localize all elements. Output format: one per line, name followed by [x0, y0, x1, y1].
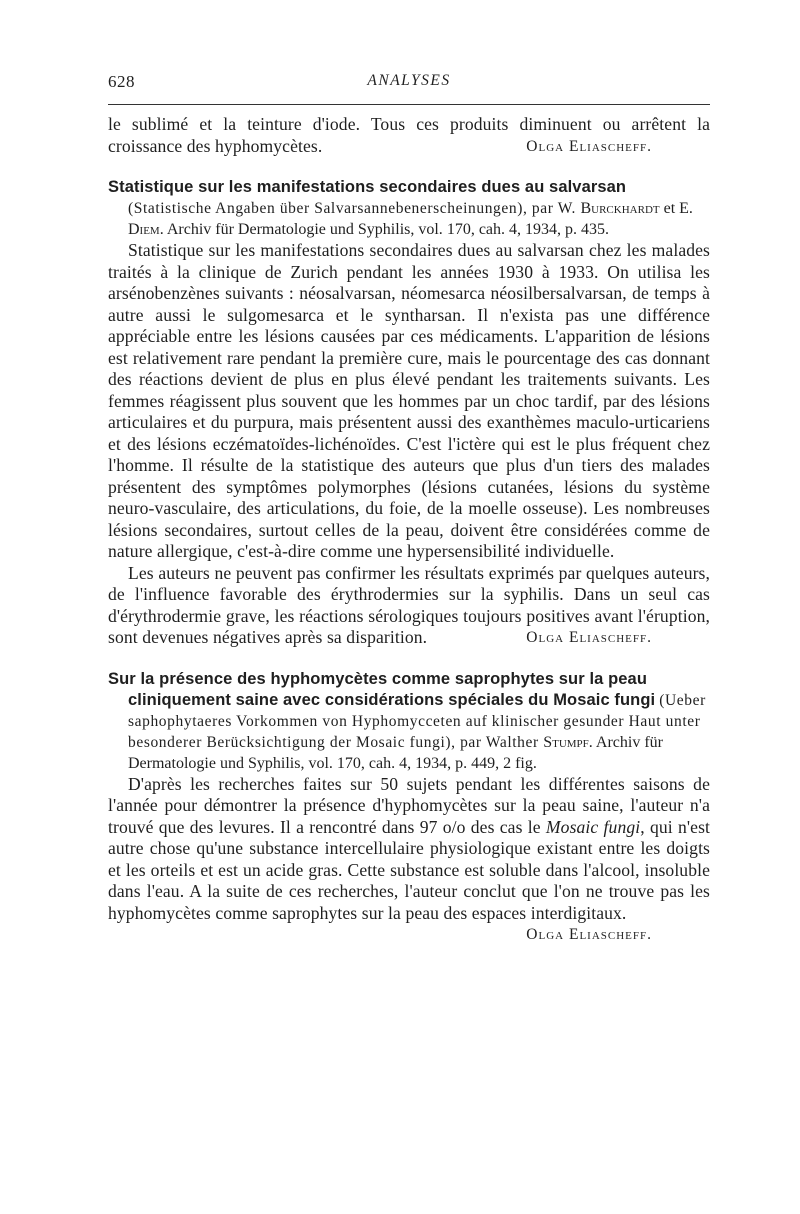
review-paragraph: [108, 773, 711, 943]
review-author: Olga Eliascheff.: [526, 926, 652, 943]
header-rule: [108, 104, 710, 105]
review-paragraph-text: Les auteurs ne peuvent pas confirmer les résultats exprimés par quelques auteurs, de l'influence favorable des érythrodermies sur la syphilis. Dans un seul cas d'érythrodermie grave, les réactions sérologiques toujours positives avant l'éruption, sont devenues négatives après sa disparition.: [108, 562, 710, 647]
continuation-text: le sublimé et la teinture d'iode. Tous ces produits diminuent ou arrêtent la croissance des hyphomycètes.: [108, 114, 710, 156]
entry-author: Burckhardt: [580, 200, 660, 217]
entry-body: [108, 774, 710, 946]
citation-separator: .: [588, 733, 596, 751]
review-author: Olga Eliascheff.: [526, 629, 652, 646]
journal-name: Archiv für Dermatologie und Syphilis: [128, 733, 664, 772]
entry-heading-salvarsan: [108, 177, 710, 240]
citation-details: , cah. 4, 1934, p. 435.: [470, 221, 610, 238]
page-body: [108, 114, 710, 946]
volume-number: 170: [446, 221, 471, 238]
entry-heading-hyphomycetes: [108, 669, 710, 774]
review-paragraph-text: D'après les recherches faites sur 50 sujets pendant les différentes saisons de l'année pour démontrer la présence d'hyphomycètes sur la peau saine, l'auteur n'a trouvé que des levures. Il a rencontré dans 97 o/o des cas le: [108, 773, 710, 837]
review-paragraph: Statistique sur les manifestations secondaires dues au salvarsan chez les malades traités à la clinique de Zurich pendant les années 1930 à 1933. On utilisa les arsénobenzènes suivants : néosalvarsan, néomesarca néosilbersalvarsan, de temps à autre aussi le sulgomesarca et le syntharsan. Il n'exista pas une différence appréciable entre les lésions causées par ces médicaments. L'apparition de lésions est relativement rare pendant la première cure, mais le pourcentage des cas donnant des réactions devient de plus en plus élevé pendant les traitements suivants. Les femmes réagissent plus souvent que les hommes par un choc tardif, par des lésions articulaires et du purpura, mais présentent aussi des exanthèmes maculo-urticariens et des lésions eczématoïdes-lichénoïdes. C'est l'ictère qui est le plus fréquent chez l'homme. Il résulte de la statistique des auteurs que plus d'un tiers des malades présentent des symptômes polymorphes (lésions cutanées, lésions du système neuro-vasculaire, des articulations, du foie, de la moelle osseuse). Les nombreuses lésions secondaires, surtout celles de la peau, doivent être considérées comme de nature allergique, c'est-à-dire comme une hypersensibilité individuelle.: [108, 240, 710, 561]
citation-details: , cah. 4, 1934, p. 449, 2 fig.: [360, 754, 537, 772]
page-header: [108, 72, 710, 98]
entry-author: Diem: [128, 221, 160, 238]
page-number: 628: [108, 72, 135, 91]
entry-body: [108, 240, 710, 649]
citation-separator: .: [159, 221, 167, 238]
review-paragraph: [108, 563, 710, 649]
review-paragraph-text: , qui n'est autre chose qu'une substance intercellulaire physiologique existant entre les doigts et les orteils et est un acide gras. Cette substance est soluble dans l'alcool, insoluble dans l'eau. A la suite de ces recherches, l'auteur conclut que l'on ne trouve pas les hyphomycètes comme saprophytes sur la peau des espaces interdigitaux.: [108, 816, 711, 923]
journal-name: Archiv für Dermatologie und Syphilis: [166, 221, 411, 238]
entry-title: Sur la présence des hyphomycètes comme saprophytes sur la peau cliniquement saine avec considérations spéciales du Mosaic fungi: [108, 669, 656, 709]
volume-prefix: , vol.: [410, 221, 447, 238]
entry-original-title: (Ueber saphophytaeres Vorkommen von Hyphomycceten auf klinischer gesunder Haut unter besonderer Berücksichtigung der Mosaic fungi), par Walther: [128, 691, 706, 751]
volume-number: 170: [336, 754, 361, 772]
volume-prefix: , vol.: [300, 754, 337, 772]
review-paragraph-italic: Mosaic fungi: [545, 816, 641, 837]
review-author: Olga Eliascheff.: [526, 137, 652, 155]
entry-title: Statistique sur les manifestations secondaires dues au salvarsan: [108, 178, 627, 196]
continuation-paragraph: [108, 114, 710, 157]
entry-conjunction: et E.: [659, 200, 693, 217]
entry-author: Stumpf: [543, 733, 589, 751]
running-head: ANALYSES: [367, 72, 451, 89]
entry-original-title: (Statistische Angaben über Salvarsannebenerscheinungen), par W.: [128, 200, 581, 217]
